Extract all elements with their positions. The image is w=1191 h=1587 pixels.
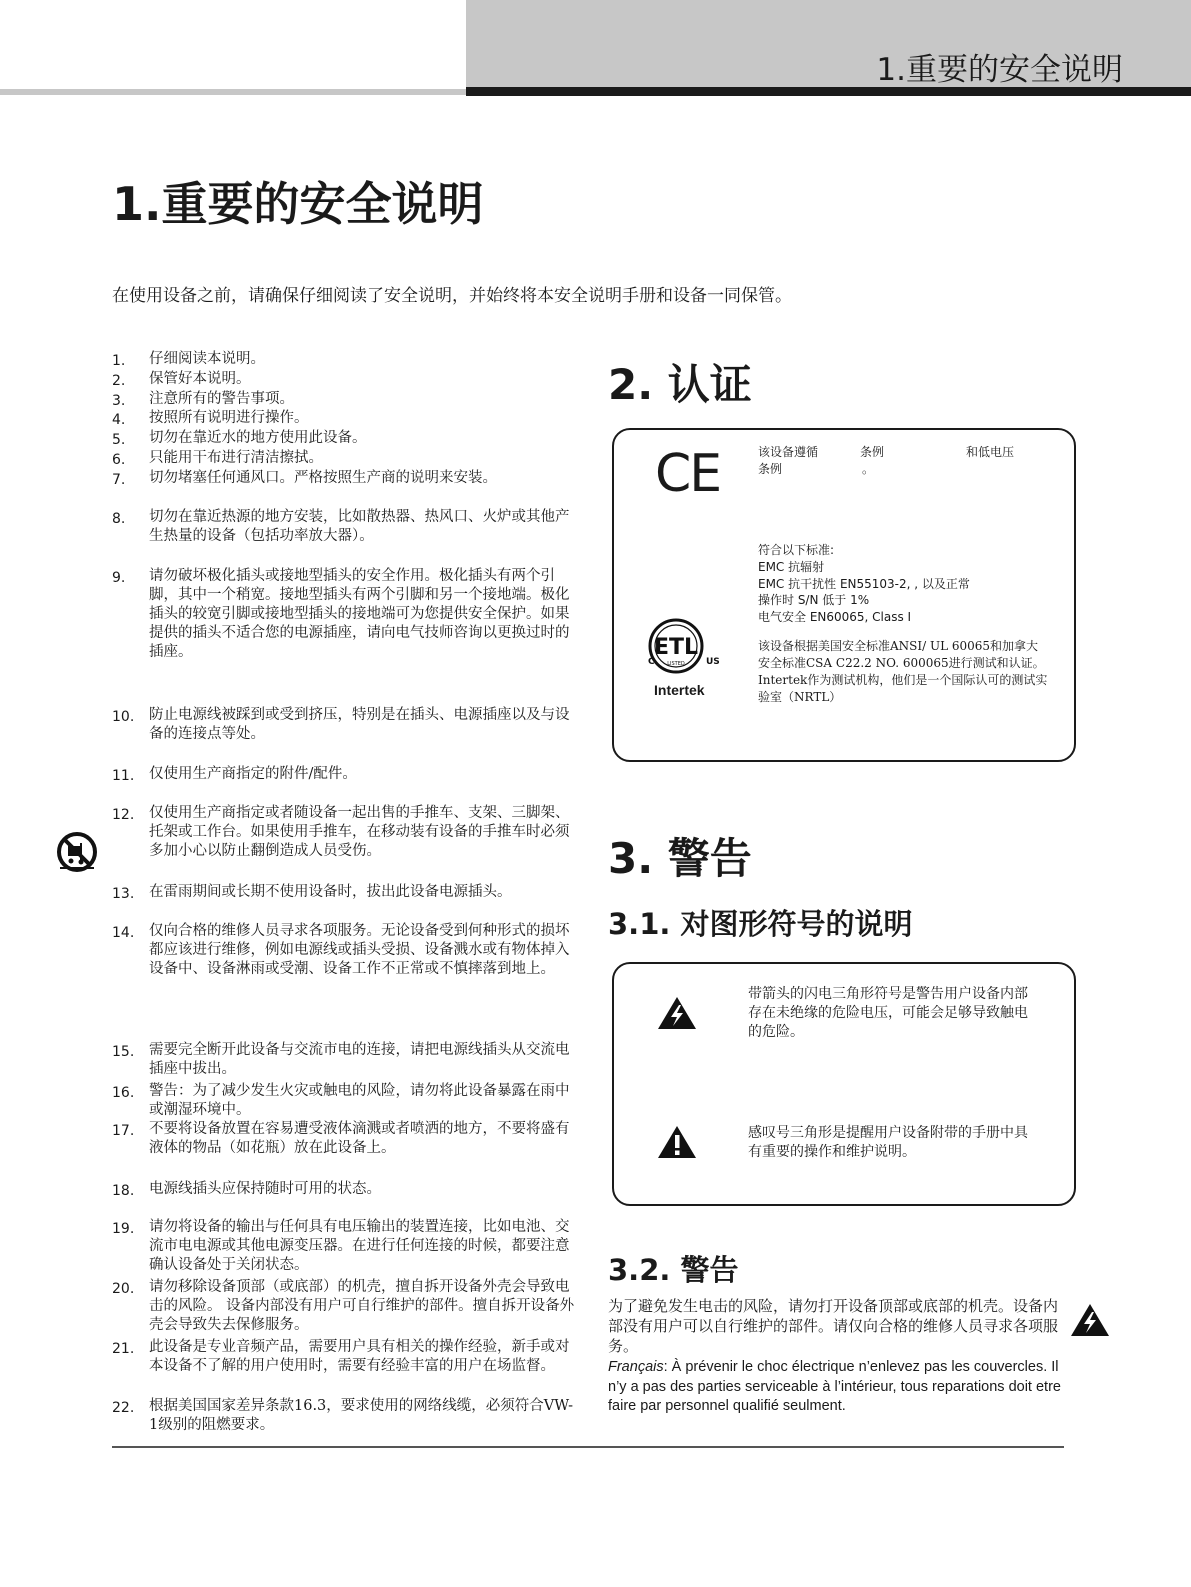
intro-text: 在使用设备之前，请确保仔细阅读了安全说明，并始终将本安全说明手册和设备一同保管。: [112, 286, 792, 306]
list-item: 18. 电源线插头应保持随时可用的状态。: [112, 1181, 381, 1199]
ce-text-1c: 和低电压: [966, 445, 1015, 459]
lightning-triangle-icon: [1069, 1302, 1111, 1338]
warning-text-cn: 为了避免发生电击的风险，请勿打开设备顶部或底部的机壳。设备内部没有用户可以自行维护的部件。请仅向合格的维修人员寻求各项服务。: [608, 1297, 1059, 1355]
svg-text:ETL: ETL: [653, 635, 699, 660]
cart-tipover-icon: [56, 831, 98, 873]
list-item: 8. 切勿在靠近热源的地方安装，比如散热器、热风口、火炉或其他产生热量的设备（包括功率放大器）。: [112, 509, 570, 544]
etl-listed-logo: [646, 616, 722, 682]
list-item: 7. 切勿堵塞任何通风口。严格按照生产商的说明来安装。: [112, 470, 497, 488]
list-item: 17. 不要将设备放置在容易遭受液体滴溅或者喷洒的地方，不要将盛有液体的物品（如花瓶）放在此设备上。: [112, 1121, 570, 1156]
list-item: 12. 仅使用生产商指定或者随设备一起出售的手推车、支架、三脚架、托架或工作台。如果使用手推车，在移动装有设备的手推车时必须多加小心以防止翻倒造成人员受伤。: [112, 805, 570, 859]
cert-heading: 2. 认证: [608, 360, 752, 409]
etl-us-label: US: [706, 657, 720, 667]
list-item: 3. 注意所有的警告事项。: [112, 391, 294, 409]
warning-text-fr: [608, 1358, 1078, 1417]
header-rule-left: [0, 89, 470, 95]
ce-text-1a: 该设备遵循: [758, 445, 819, 459]
footer-rule: [112, 1446, 1064, 1448]
warning-subheading: 3.2. 警告: [608, 1253, 739, 1287]
list-item: 9. 请勿破坏极化插头或接地型插头的安全作用。极化插头有两个引脚，其中一个稍宽。接地型插头有两个引脚和另一个接地端。极化插头的较宽引脚或接地型插头的接地端可为您提供安全保护。如果提供的插头不适合您的电源插座，请向电气技师咨询以更换过时的插座。: [112, 568, 570, 660]
exclamation-symbol-description: 感叹号三角形是提醒用户设备附带的手册中具有重要的操作和维护说明。: [748, 1125, 1028, 1160]
etl-description: 该设备根据美国安全标准ANSI/ UL 60065和加拿大安全标准CSA C22.2 NO. 600065进行测试和认证。Intertek作为测试机构，他们是一个国际认可的测试实验室（NRTL）: [758, 639, 1048, 704]
list-item: 10. 防止电源线被踩到或受到挤压，特别是在插头、电源插座以及与设备的连接点等处。: [112, 707, 570, 742]
list-item: 22. 根据美国国家差异条款16.3，要求使用的网络线缆，必须符合VW-1级别的阻燃要求。: [112, 1398, 574, 1433]
std-line: 操作时 S/N 低于 1%: [758, 593, 870, 607]
ce-mark-logo: CE: [655, 444, 721, 504]
ce-text-2a: 条例: [758, 462, 783, 476]
symbols-heading: 3.1. 对图形符号的说明: [608, 907, 913, 941]
lightning-triangle-icon: [656, 995, 698, 1031]
ce-text-2b: 。: [862, 462, 875, 476]
std-line: 电气安全 EN60065, Class I: [758, 610, 912, 624]
list-item: 1. 仔细阅读本说明。: [112, 351, 265, 369]
std-line: 符合以下标准:: [758, 543, 835, 557]
intertek-label: Intertek: [654, 682, 705, 698]
etl-c-label: C: [648, 657, 655, 667]
list-item: 14. 仅向合格的维修人员寻求各项服务。无论设备受到何种形式的损坏都应该进行维修，例如电源线或插头受损、设备溅水或有物体掉入设备中、设备淋雨或受潮、设备工作不正常或不慎摔落到地上。: [112, 923, 570, 977]
ce-text-1b: 条例: [860, 445, 885, 459]
exclamation-triangle-icon: [656, 1124, 698, 1160]
list-item: 6. 只能用干布进行清洁擦拭。: [112, 450, 323, 468]
header-title: 1.重要的安全说明: [876, 52, 1123, 88]
std-line: EMC 抗辐射: [758, 560, 825, 574]
lightning-symbol-description: 带箭头的闪电三角形符号是警告用户设备内部存在未绝缘的危险电压，可能会足够导致触电的危险。: [748, 986, 1028, 1040]
french-label: Français: [608, 1359, 664, 1375]
list-item: 16. 警告：为了减少发生火灾或触电的风险，请勿将此设备暴露在雨中或潮湿环境中。: [112, 1083, 570, 1118]
etl-listed-label: LISTED: [667, 661, 685, 667]
list-item: 4. 按照所有说明进行操作。: [112, 410, 309, 428]
warning-heading: 3. 警告: [608, 834, 752, 883]
list-item: 19. 请勿将设备的输出与任何具有电压输出的装置连接，比如电池、交流市电电源或其他电源变压器。在进行任何连接的时候，都要注意确认设备处于关闭状态。: [112, 1219, 570, 1273]
list-item: 15. 需要完全断开此设备与交流市电的连接，请把电源线插头从交流电插座中拔出。: [112, 1042, 570, 1077]
french-body: : À prévenir le choc électrique n’enlevez pas les couvercles. Il n’y a pas des parties serviceable à l’intérieur, tous reparations doit etre faire par personnel qualifié seulment.: [608, 1359, 1061, 1414]
std-line: EMC 抗干扰性 EN55103-2, , 以及正常: [758, 577, 970, 591]
list-item: 11. 仅使用生产商指定的附件/配件。: [112, 766, 357, 784]
list-item: 13. 在雷雨期间或长期不使用设备时，拔出此设备电源插头。: [112, 884, 512, 902]
list-item: 5. 切勿在靠近水的地方使用此设备。: [112, 430, 367, 448]
page-title: 1.重要的安全说明: [112, 177, 484, 231]
list-item: 21. 此设备是专业音频产品，需要用户具有相关的操作经验，新手或对本设备不了解的用户使用时，需要有经验丰富的用户在场监督。: [112, 1339, 570, 1374]
list-item: 20. 请勿移除设备顶部（或底部）的机壳，擅自拆开设备外壳会导致电击的风险。 设备内部没有用户可自行维护的部件。擅自拆开设备外壳会导致失去保修服务。: [112, 1279, 575, 1333]
list-item: 2. 保管好本说明。: [112, 371, 251, 389]
